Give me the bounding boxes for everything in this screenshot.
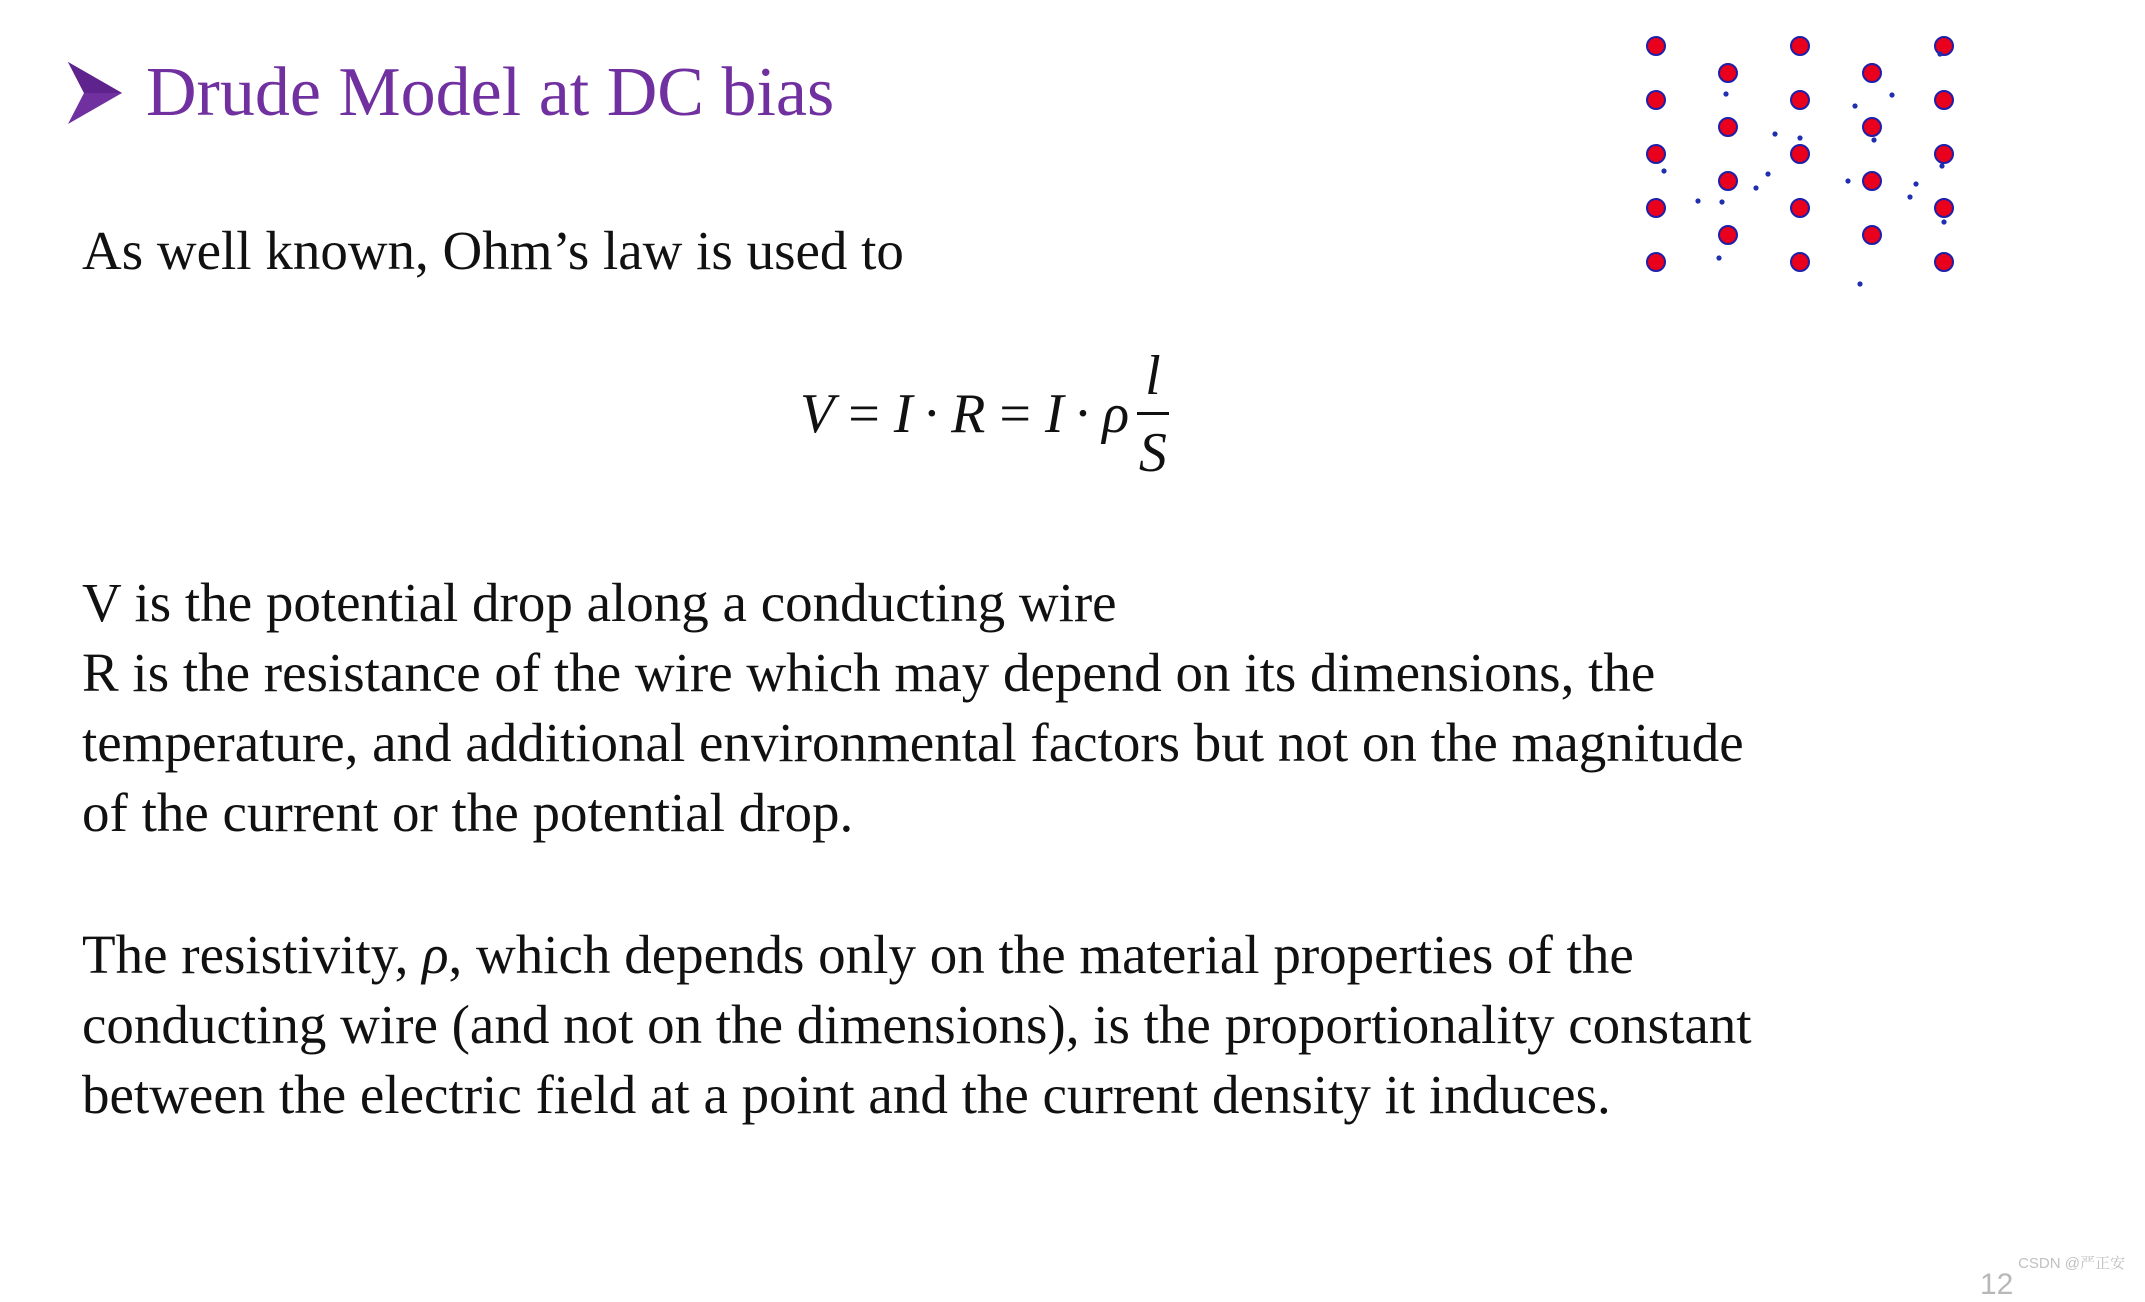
electron: [1913, 181, 1918, 186]
ions: [1647, 37, 1953, 271]
electron: [1857, 281, 1862, 286]
electron: [1937, 51, 1942, 56]
electron: [1939, 163, 1944, 168]
ion: [1791, 91, 1809, 109]
ion: [1791, 145, 1809, 163]
slide-title: Drude Model at DC bias: [146, 54, 835, 131]
ion: [1935, 37, 1953, 55]
equation-numerator: l: [1137, 348, 1169, 415]
equation-fraction: [1137, 344, 1169, 484]
ion: [1791, 199, 1809, 217]
ion: [1719, 172, 1737, 190]
paragraph-line: between the electric field at a point and the current density it induces.: [82, 1064, 1611, 1125]
paragraph-line: of the current or the potential drop.: [82, 782, 854, 843]
electron: [1719, 199, 1724, 204]
paragraph-line: conducting wire (and not on the dimensions), is the proportionality constant: [82, 994, 1752, 1055]
electron: [1845, 178, 1850, 183]
equation-dot-2: ·: [1073, 383, 1093, 445]
arrow-bullet-icon: [66, 58, 124, 128]
ion: [1935, 145, 1953, 163]
electron: [1765, 171, 1770, 176]
paragraph-line: V is the potential drop along a conducting wire: [82, 572, 1117, 633]
intro-text: As well known, Ohm’s law is used to: [82, 220, 904, 281]
electron: [1907, 194, 1912, 199]
ion: [1719, 226, 1737, 244]
resistivity-paragraph: [82, 920, 2062, 1130]
electron: [1695, 198, 1700, 203]
equation-denominator: S: [1138, 421, 1167, 484]
definitions-paragraph: [82, 568, 2062, 848]
page-number: 12: [1980, 1268, 2014, 1301]
electron: [1723, 91, 1728, 96]
electron: [1889, 92, 1894, 97]
electron: [1871, 137, 1876, 142]
equation-dot-1: ·: [922, 383, 942, 445]
ion: [1647, 37, 1665, 55]
ion: [1935, 91, 1953, 109]
ion: [1647, 199, 1665, 217]
paragraph-line: R is the resistance of the wire which may depend on its dimensions, the: [82, 642, 1656, 703]
electron: [1772, 131, 1777, 136]
electron: [1852, 103, 1857, 108]
equation-r: R: [951, 383, 986, 445]
ion-lattice-illustration: [1630, 20, 1960, 300]
equation-equals-2: =: [999, 383, 1031, 445]
ohms-law-equation: [800, 344, 1169, 484]
ion: [1863, 118, 1881, 136]
ion: [1863, 172, 1881, 190]
electrons: [1661, 51, 1946, 286]
ion: [1647, 253, 1665, 271]
ion: [1791, 37, 1809, 55]
paragraph-line: temperature, and additional environmental factors but not on the magnitude: [82, 712, 1744, 773]
electron: [1797, 135, 1802, 140]
paragraph-text: , which depends only on the material properties of the: [448, 924, 1634, 985]
equation-rho: ρ: [1102, 383, 1130, 445]
ion: [1935, 199, 1953, 217]
ion: [1647, 91, 1665, 109]
ion: [1935, 253, 1953, 271]
electron: [1753, 185, 1758, 190]
electron: [1941, 219, 1946, 224]
electron: [1661, 168, 1666, 173]
title-row: [66, 48, 834, 138]
ion: [1863, 64, 1881, 82]
ion: [1647, 145, 1665, 163]
equation-v: V: [800, 383, 835, 445]
paragraph-line: [82, 920, 2062, 990]
watermark: CSDN @严正安: [2018, 1255, 2125, 1272]
equation-i-2: I: [1044, 383, 1064, 445]
ion: [1791, 253, 1809, 271]
equation-i-1: I: [893, 383, 913, 445]
electron: [1716, 255, 1721, 260]
ion: [1719, 118, 1737, 136]
rho-symbol: ρ: [422, 924, 449, 985]
ion: [1719, 64, 1737, 82]
equation-equals-1: =: [848, 383, 880, 445]
paragraph-text: The resistivity,: [82, 924, 423, 985]
ion: [1863, 226, 1881, 244]
